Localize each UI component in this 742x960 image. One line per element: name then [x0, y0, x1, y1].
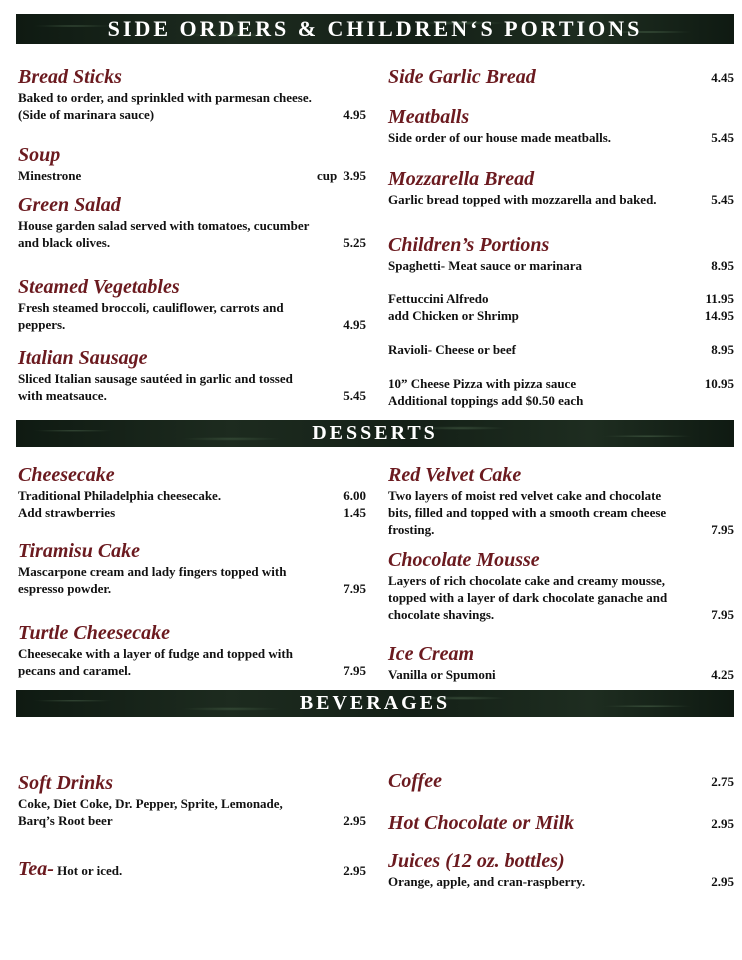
menu-item-bread-sticks — [18, 66, 366, 123]
item-price: 8.95 — [711, 258, 734, 273]
item-description: Additional toppings add $0.50 each — [388, 393, 584, 408]
item-description: chocolate shavings. — [388, 607, 495, 622]
item-description: Ravioli- Cheese or beef — [388, 342, 516, 357]
menu-item-coffee — [388, 770, 734, 793]
item-price: 4.25 — [711, 667, 734, 682]
item-price: 4.45 — [711, 70, 734, 85]
menu-item-meatballs — [388, 106, 734, 146]
item-name: Turtle Cheesecake — [18, 622, 171, 644]
item-price: 2.95 — [711, 816, 734, 831]
item-price: 10.95 — [704, 376, 734, 391]
menu-item-chocolate-mousse — [388, 549, 734, 623]
item-description: Orange, apple, and cran-raspberry. — [388, 874, 586, 889]
menu-item-soup — [18, 144, 366, 184]
item-price: 7.95 — [711, 522, 734, 537]
item-description: Add strawberries — [18, 505, 116, 520]
menu-group-childrens-portions — [388, 234, 734, 409]
item-description: Coke, Diet Coke, Dr. Pepper, Sprite, Lemonade, — [18, 796, 283, 811]
item-price: 8.95 — [711, 342, 734, 357]
item-description: Garlic bread topped with mozzarella and baked. — [388, 192, 657, 207]
menu-item-red-velvet-cake — [388, 464, 734, 538]
menu-item-steamed-vegetables — [18, 276, 366, 333]
item-name: Hot Chocolate or Milk — [388, 812, 575, 834]
item-name: Steamed Vegetables — [18, 276, 180, 298]
item-name: Soft Drinks — [18, 772, 114, 794]
item-price: 5.45 — [711, 130, 734, 145]
menu-item-cheesecake — [18, 464, 366, 521]
item-name: Coffee — [388, 770, 443, 792]
menu-item-soft-drinks — [18, 772, 366, 829]
item-name: Side Garlic Bread — [388, 66, 536, 88]
item-price: 6.00 — [343, 488, 366, 503]
item-price: 7.95 — [343, 663, 366, 678]
item-name: Mozzarella Bread — [388, 168, 535, 190]
item-description: (Side of marinara sauce) — [18, 107, 155, 122]
item-description: Hot or iced. — [57, 863, 123, 878]
item-price: 2.95 — [343, 863, 366, 878]
item-price: 7.95 — [711, 607, 734, 622]
item-name: Children’s Portions — [388, 234, 550, 256]
item-price: 5.45 — [343, 388, 366, 403]
item-name: Meatballs — [388, 106, 470, 128]
item-description: Spaghetti- Meat sauce or marinara — [388, 258, 583, 273]
item-description: and black olives. — [18, 235, 111, 250]
item-name: Green Salad — [18, 194, 121, 216]
item-description: Two layers of moist red velvet cake and chocolate — [388, 488, 662, 503]
item-description: Sliced Italian sausage sautéed in garlic and tossed — [18, 371, 293, 386]
menu-item-side-garlic-bread — [388, 66, 734, 89]
item-description: frosting. — [388, 522, 435, 537]
section-header-beverages: BEVERAGES — [16, 690, 734, 717]
item-description: Cheesecake with a layer of fudge and topped with — [18, 646, 293, 661]
menu-item-mozzarella-bread — [388, 168, 734, 208]
item-price: 11.95 — [705, 291, 734, 306]
menu-item-hot-chocolate-milk — [388, 812, 734, 835]
menu-item-tiramisu-cake — [18, 540, 366, 597]
item-price: 2.95 — [343, 813, 366, 828]
item-description: add Chicken or Shrimp — [388, 308, 519, 323]
item-price: 4.95 — [343, 107, 366, 122]
item-description: bits, filled and topped with a smooth cream cheese — [388, 505, 667, 520]
item-name: Tea- — [18, 858, 54, 880]
menu-item-turtle-cheesecake — [18, 622, 366, 679]
item-description: Fettuccini Alfredo — [388, 291, 489, 306]
item-description: with meatsauce. — [18, 388, 107, 403]
item-price: 2.95 — [711, 874, 734, 889]
item-price: 3.95 — [343, 168, 366, 183]
item-description: Vanilla or Spumoni — [388, 667, 496, 682]
menu-item-ice-cream — [388, 643, 734, 683]
item-description: Mascarpone cream and lady fingers topped with — [18, 564, 287, 579]
item-description: pecans and caramel. — [18, 663, 132, 678]
item-description: Traditional Philadelphia cheesecake. — [18, 488, 222, 503]
item-description: topped with a layer of dark chocolate ganache and — [388, 590, 668, 605]
item-name: Bread Sticks — [18, 66, 122, 88]
item-name: Soup — [18, 144, 61, 166]
section-header-desserts: DESSERTS — [16, 420, 734, 447]
item-description: Baked to order, and sprinkled with parmesan cheese. — [18, 90, 312, 105]
item-description: Fresh steamed broccoli, cauliflower, carrots and — [18, 300, 284, 315]
menu-item-juices — [388, 850, 734, 890]
item-description: peppers. — [18, 317, 66, 332]
item-name: Ice Cream — [388, 643, 475, 665]
item-price: 1.45 — [343, 505, 366, 520]
item-price: 5.25 — [343, 235, 366, 250]
section-header-side-orders: SIDE ORDERS & CHILDREN‘S PORTIONS — [16, 14, 734, 44]
item-description: Layers of rich chocolate cake and creamy mousse, — [388, 573, 666, 588]
item-price: 5.45 — [711, 192, 734, 207]
item-price: 14.95 — [704, 308, 734, 323]
item-description: House garden salad served with tomatoes, cucumber — [18, 218, 310, 233]
item-description: Side order of our house made meatballs. — [388, 130, 612, 145]
menu-item-italian-sausage — [18, 347, 366, 404]
item-size: cup — [317, 168, 338, 183]
item-name: Chocolate Mousse — [388, 549, 540, 571]
item-description: Minestrone — [18, 168, 82, 183]
item-name: Red Velvet Cake — [388, 464, 522, 486]
item-name: Cheesecake — [18, 464, 115, 486]
menu-item-green-salad — [18, 194, 366, 251]
item-description: Barq’s Root beer — [18, 813, 113, 828]
item-name: Juices (12 oz. bottles) — [388, 850, 565, 872]
item-description: espresso powder. — [18, 581, 112, 596]
item-price: 4.95 — [343, 317, 366, 332]
item-name: Italian Sausage — [18, 347, 148, 369]
item-name: Tiramisu Cake — [18, 540, 141, 562]
item-description: 10” Cheese Pizza with pizza sauce — [388, 376, 577, 391]
item-price: 2.75 — [711, 774, 734, 789]
menu-item-tea — [18, 858, 366, 881]
item-price: 7.95 — [343, 581, 366, 596]
